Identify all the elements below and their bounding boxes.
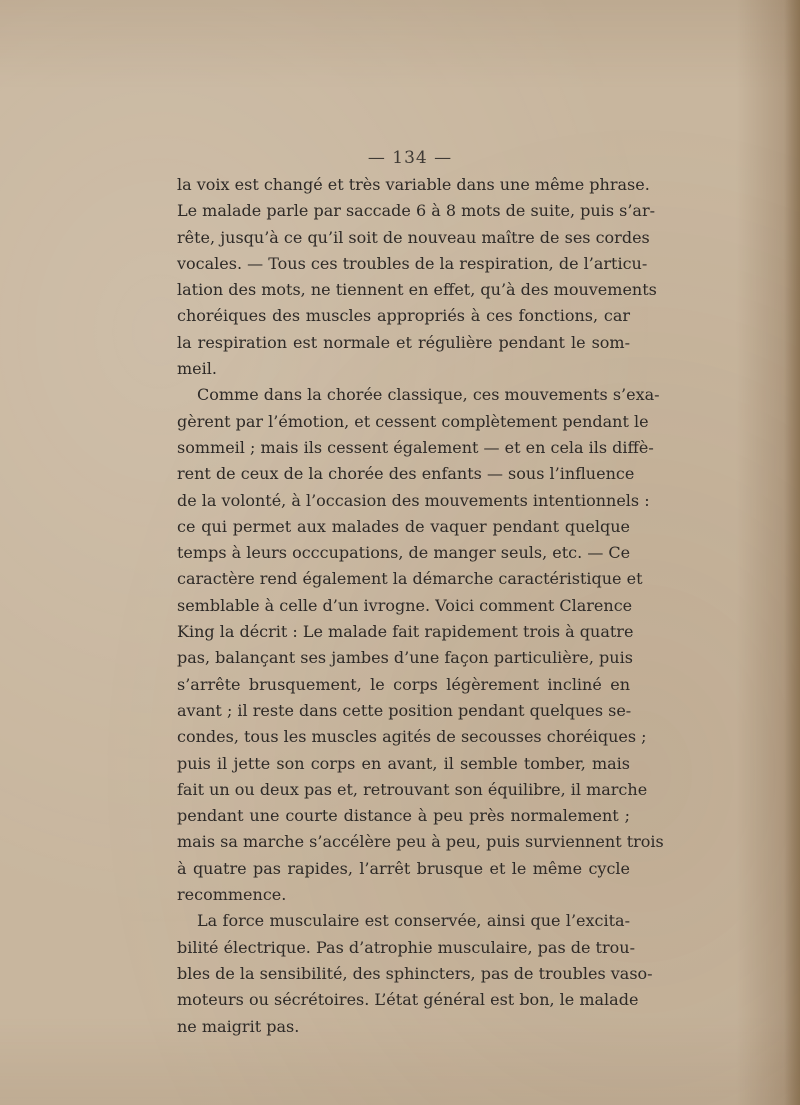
text-line: vocales. — Tous ces troubles de la respiration, de l’articu- (177, 253, 648, 273)
text-line: puis il jette son corps en avant, il semble tomber, mais (177, 753, 630, 773)
text-line: lation des mots, ne tiennent en effet, qu’à des mouvements (177, 280, 657, 300)
text-line: recommence. (177, 885, 287, 905)
text-line: sommeil ; mais ils cessent également — et en cela ils diffè- (177, 437, 654, 457)
text-line: à quatre pas rapides, l’arrêt brusque et le même cycle (177, 858, 630, 878)
text-line: temps à leurs occcupations, de manger seuls, etc. — Ce (177, 543, 631, 563)
text-line: bles de la sensibilité, des sphincters, pas de troubles vaso- (177, 963, 653, 983)
text-line: rête, jusqu’à ce qu’il soit de nouveau maître de ses cordes (177, 227, 650, 247)
page-number: — 134 — (367, 148, 453, 168)
text-line: King la décrit : Le malade fait rapidement trois à quatre (177, 622, 634, 642)
text-line: pas, balançant ses jambes d’une façon particulière, puis (177, 648, 633, 668)
text-line: s’arrête brusquement, le corps légèrement incliné en (177, 674, 630, 694)
body-text (177, 172, 664, 1040)
text-line: la voix est changé et très variable dans une même phrase. (177, 175, 650, 194)
text-line: Comme dans la chorée classique, ces mouvements s’exa- (197, 385, 660, 405)
text-line: gèrent par l’émotion, et cessent complètement pendant le (177, 411, 649, 431)
text-line: rent de ceux de la chorée des enfants — sous l’influence (177, 464, 635, 484)
text-line: choréiques des muscles appropriés à ces fonctions, car (177, 306, 630, 326)
text-line: la respiration est normale et régulière pendant le som- (177, 332, 630, 352)
text-line: avant ; il reste dans cette position pendant quelques se- (177, 700, 632, 720)
text-line: ne maigrit pas. (177, 1016, 300, 1036)
text-line: bilité électrique. Pas d’atrophie musculaire, pas de trou- (177, 937, 635, 957)
text-line: La force musculaire est conservée, ainsi que l’excita- (197, 911, 630, 931)
text-line: caractère rend également la démarche caractéristique et (177, 569, 643, 589)
text-line: moteurs ou sécrétoires. L’état général est bon, le malade (177, 990, 639, 1010)
text-line: ce qui permet aux malades de vaquer pendant quelque (177, 516, 630, 536)
text-line: semblable à celle d’un ivrogne. Voici comment Clarence (177, 595, 633, 615)
text-line: Le malade parle par saccade 6 à 8 mots de suite, puis s’ar- (177, 201, 656, 221)
text-line: fait un ou deux pas et, retrouvant son équilibre, il marche (177, 779, 648, 799)
text-line: pendant une courte distance à peu près normalement ; (177, 806, 630, 826)
text-line: de la volonté, à l’occasion des mouvements intentionnels : (177, 490, 650, 510)
text-line: condes, tous les muscles agités de secousses choréiques ; (177, 727, 647, 747)
text-line: mais sa marche s’accélère peu à peu, puis surviennent trois (177, 832, 664, 852)
page-edge-shadow (784, 0, 800, 1105)
text-line: meil. (177, 359, 217, 379)
